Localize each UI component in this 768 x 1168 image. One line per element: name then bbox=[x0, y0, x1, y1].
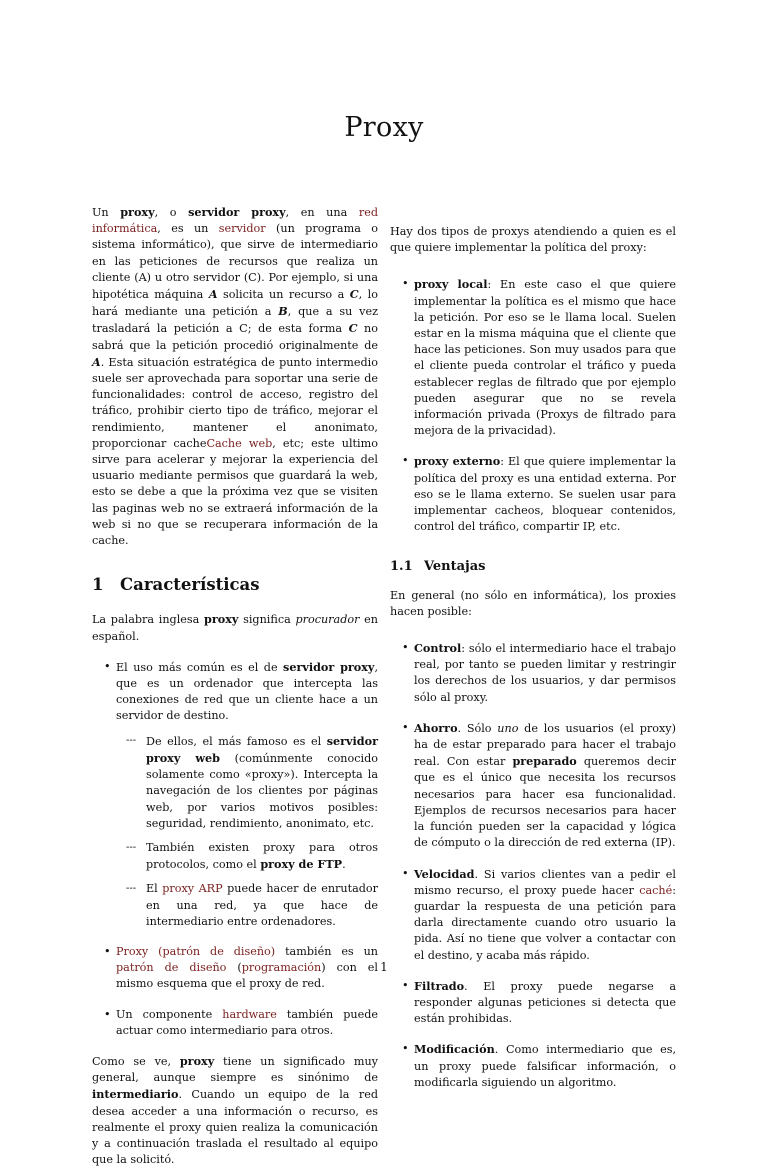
link-servidor[interactable]: servidor bbox=[218, 222, 266, 236]
list-item: --- También existen proxy para otros protocolos, como el proxy de FTP. bbox=[116, 840, 378, 873]
proxy-types-list bbox=[390, 276, 676, 535]
list-item: • Un componente hardware también puede actuar como intermediario para otros. bbox=[92, 1007, 378, 1039]
list-item: • El uso más común es el de servidor proxy, que es un ordenador que intercepta las conexiones de red que un cliente hace a un servidor de destino. --- De ellos, el más famoso es el servidor proxy web (comúnmente conocido solamente como «proxy»). Intercepta la navegación de los clientes por páginas web, por varios motivos posibles: seguridad, rendimiento, anonimato, etc. --- También existen proxy para otros protocolos, como el proxy de FTP. --- El proxy ARP puede hacer de enrutador en una red, ya que hace de intermediario entre ordenadores. bbox=[92, 659, 378, 930]
list-item: • Filtrado. El proxy puede negarse a responder algunas peticiones si detecta que están prohibidas. bbox=[390, 978, 676, 1028]
link-proxy-arp[interactable]: proxy ARP bbox=[162, 882, 223, 896]
section-heading-caracteristicas: 1 Características bbox=[92, 575, 260, 595]
link-patron-diseno[interactable]: patrón de diseño bbox=[116, 961, 227, 975]
paragraph-proxies-possible: En general (no sólo en informática), los proxies hacen posible: bbox=[390, 588, 676, 618]
list-item: • proxy local: En este caso el que quiere implementar la política es el mismo que hace la petición. Por eso se le llama local. Suelen estar en la misma máquina que el cliente que hace las peticiones. Son muy usados para que el cliente pueda controlar el tráfico y pueda establecer reglas de filtrado que por ejemplo pueden asegurar que no se revela información privada (Proxys de filtrado para mejora de la privacidad). bbox=[390, 276, 676, 439]
advantages-list bbox=[390, 640, 676, 1091]
subsection-heading-ventajas: 1.1 Ventajas bbox=[390, 559, 486, 575]
left-column bbox=[92, 204, 378, 1168]
list-item: • Control: sólo el intermediario hace el trabajo real, por tanto se pueden limitar y restringir los derechos de los usuarios, y dar permisos sólo al proxy. bbox=[390, 640, 676, 706]
paragraph-meaning-general: Como se ve, proxy tiene un significado muy general, aunque siempre es sinónimo de intermediario. Cuando un equipo de la red desea acceder a una información o recurso, es realmente el proxy quien realiza la comunicación y a continuación traslada el resultado al equipo que la solicitó. bbox=[92, 1053, 378, 1167]
page-title: Proxy bbox=[344, 112, 424, 143]
link-cache-web[interactable]: Cache web bbox=[206, 436, 273, 450]
list-item: • Ahorro. Sólo uno de los usuarios (el proxy) ha de estar preparado para hacer el trabajo real. Con estar preparado queremos decir que es el único que necesita los recursos necesarios para hacer esa funcionalidad. Ejemplos de recursos necesarios para hacer la función pueden ser la capacidad y lógica de cómputo o la dirección de red externa (IP). bbox=[390, 720, 676, 852]
link-cache[interactable]: caché bbox=[639, 883, 673, 897]
list-item: • Proxy (patrón de diseño) también es un patrón de diseño (programación) con el mismo esquema que el proxy de red. bbox=[92, 944, 378, 993]
paragraph-proxy-types: Hay dos tipos de proxys atendiendo a quien es el que quiere implementar la política del proxy: bbox=[390, 225, 676, 255]
intro-paragraph: Un proxy, o servidor proxy, en una red informática, es un servidor (un programa o sistema informático), que sirve de intermediario en las peticiones de recursos que realiza un cliente (A) u otro servidor (C). Por ejemplo, si una hipotética máquina A solicita un recurso a C, lo hará mediante una petición a B, que a su vez trasladará la petición a C; de esta forma C no sabrá que la petición procedió originalmente de A. Esta situación estratégica de punto intermedio suele ser aprovechada para soportar una serie de funcionalidades: control de acceso, registro del tráfico, prohibir cierto tipo de tráfico, mejorar el rendimiento, mantener el anonimato, proporcionar cacheCache web, etc; este ultimo sirve para acelerar y mejorar la experiencia del usuario mediante permisos que guardará la web, esto se debe a que la próxima vez que se visiten las paginas web no se extraerá información de la web si no que se recuperara información de la cache. bbox=[92, 205, 378, 548]
link-red-informatica[interactable]: red informática bbox=[92, 206, 378, 236]
link-hardware[interactable]: hardware bbox=[222, 1007, 277, 1021]
uses-list bbox=[92, 659, 378, 1039]
list-item: • proxy externo: El que quiere implementar la política del proxy es una entidad externa. Por eso se le llama externo. Se suelen usar para implementar cacheos, bloquear contenidos, control del tráfico, compartir IP, etc. bbox=[390, 453, 676, 535]
link-programacion[interactable]: programación bbox=[241, 961, 322, 975]
link-proxy-patron[interactable]: Proxy (patrón de diseño) bbox=[116, 944, 276, 958]
list-item: --- De ellos, el más famoso es el servidor proxy web (comúnmente conocido solamente como «proxy»). Intercepta la navegación de los clientes por páginas web, por varios motivos posibles: seguridad, rendimiento, anonimato, etc. bbox=[116, 733, 378, 832]
page-number: 1 bbox=[380, 960, 388, 974]
list-item: • Modificación. Como intermediario que es, un proxy puede falsificar información, o modificarla siguiendo un algoritmo. bbox=[390, 1041, 676, 1091]
list-item: --- El proxy ARP puede hacer de enrutador en una red, ya que hace de intermediario entre ordenadores. bbox=[116, 881, 378, 930]
paragraph-proxy-meaning: La palabra inglesa proxy significa procurador en español. bbox=[92, 612, 378, 643]
sub-list bbox=[116, 733, 378, 930]
list-item: • Velocidad. Si varios clientes van a pedir el mismo recurso, el proxy puede hacer caché: guardar la respuesta de una petición para darla directamente cuando otro usuario la pida. Así no tiene que volver a contactar con el destino, y acaba más rápido. bbox=[390, 866, 676, 964]
